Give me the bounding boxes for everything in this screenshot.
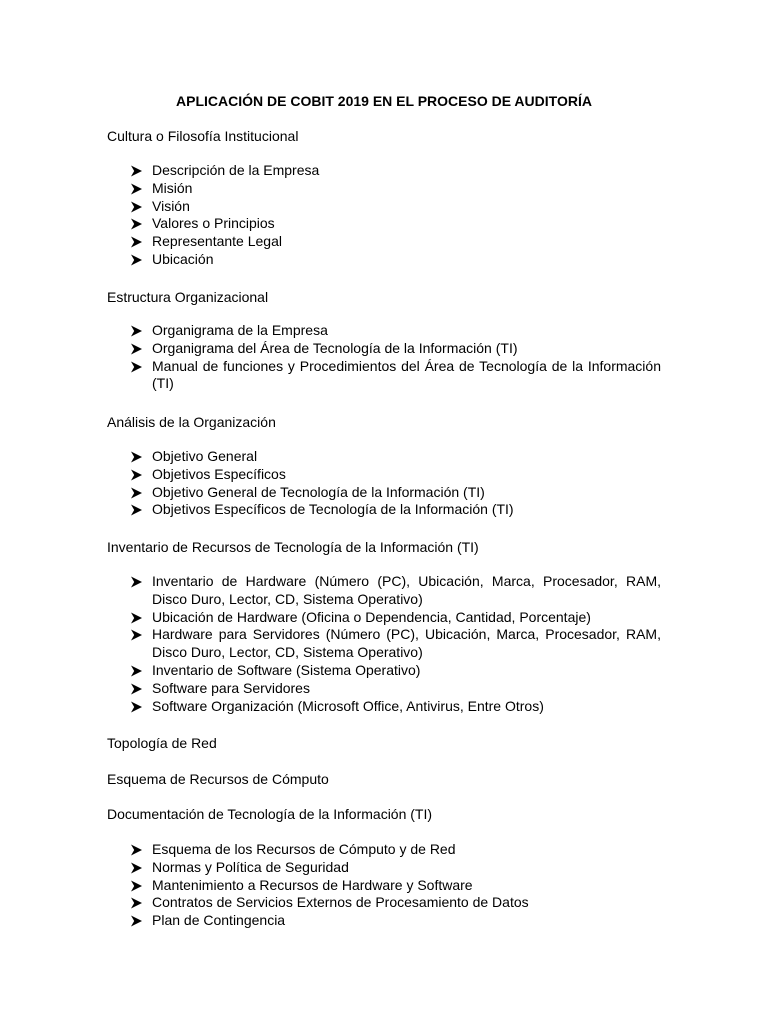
- arrowhead-bullet-icon: [130, 629, 143, 641]
- arrowhead-bullet-icon: [130, 218, 143, 230]
- section-heading-topologia: Topología de Red: [107, 735, 217, 751]
- list-item: [130, 322, 661, 340]
- arrowhead-bullet-icon: [130, 576, 143, 588]
- list-item-text: Organigrama de la Empresa: [152, 322, 328, 338]
- list-item-text: Objetivo General de Tecnología de la Información (TI): [152, 483, 485, 500]
- arrowhead-bullet-icon: [130, 915, 143, 927]
- list-item: [130, 662, 661, 680]
- section-list-analisis: [130, 448, 661, 519]
- arrowhead-bullet-icon: [130, 862, 143, 874]
- list-item-text: Representante Legal: [152, 233, 282, 250]
- list-item: [130, 251, 661, 269]
- list-item-text: Objetivos Específicos: [152, 465, 286, 482]
- arrowhead-bullet-icon: [130, 701, 143, 713]
- arrowhead-bullet-icon: [130, 201, 143, 213]
- arrowhead-bullet-icon: [130, 236, 143, 248]
- list-item: [130, 215, 661, 233]
- section-list-inventario: [130, 573, 661, 715]
- arrowhead-bullet-icon: [130, 361, 143, 373]
- list-item-text: Visión: [152, 197, 190, 214]
- list-item-text: Software para Servidores: [152, 679, 310, 696]
- list-item-text: Software Organización (Microsoft Office, Antivirus, Entre Otros): [152, 697, 544, 714]
- section-list-documentacion: [130, 841, 661, 930]
- list-item: [130, 698, 661, 716]
- list-item: [130, 859, 661, 877]
- section-heading-analisis: Análisis de la Organización: [107, 414, 276, 430]
- arrowhead-bullet-icon: [130, 254, 143, 266]
- list-item: [130, 340, 661, 358]
- list-item: [130, 448, 661, 466]
- list-item-text: Objetivo General: [152, 448, 258, 464]
- list-item-text: Plan de Contingencia: [152, 912, 286, 929]
- list-item: [130, 180, 661, 198]
- arrowhead-bullet-icon: [130, 612, 143, 624]
- list-item-text: Misión: [152, 179, 193, 196]
- list-item: [130, 233, 661, 251]
- list-item: [130, 162, 661, 180]
- list-item: [130, 358, 661, 394]
- list-item: [130, 841, 661, 859]
- list-item-text: Ubicación de Hardware (Oficina o Dependencia, Cantidad, Porcentaje): [152, 608, 591, 625]
- arrowhead-bullet-icon: [130, 325, 143, 337]
- arrowhead-bullet-icon: [130, 165, 143, 177]
- arrowhead-bullet-icon: [130, 487, 143, 499]
- arrowhead-bullet-icon: [130, 844, 143, 856]
- list-item: [130, 626, 661, 662]
- list-item-text: Mantenimiento a Recursos de Hardware y Software: [152, 876, 473, 893]
- section-heading-inventario: Inventario de Recursos de Tecnología de la Información (TI): [107, 539, 479, 555]
- list-item: [130, 573, 661, 609]
- list-item-text: Contratos de Servicios Externos de Procesamiento de Datos: [152, 894, 529, 911]
- section-list-cultura: [130, 162, 661, 269]
- list-item-text: Organigrama del Área de Tecnología de la Información (TI): [152, 339, 518, 356]
- list-item-text: Inventario de Software (Sistema Operativo): [152, 661, 421, 678]
- list-item-text: Hardware para Servidores (Número (PC), Ubicación, Marca, Procesador, RAM, Disco Duro, Lector, CD, Sistema Operativo): [152, 626, 661, 661]
- document-title: APLICACIÓN DE COBIT 2019 EN EL PROCESO DE AUDITORÍA: [176, 93, 592, 109]
- list-item-text: Normas y Política de Seguridad: [152, 858, 349, 875]
- list-item: [130, 466, 661, 484]
- arrowhead-bullet-icon: [130, 469, 143, 481]
- list-item: [130, 484, 661, 502]
- arrowhead-bullet-icon: [130, 665, 143, 677]
- list-item-text: Objetivos Específicos de Tecnología de la Información (TI): [152, 501, 514, 518]
- list-item: [130, 501, 661, 519]
- arrowhead-bullet-icon: [130, 183, 143, 195]
- arrowhead-bullet-icon: [130, 343, 143, 355]
- list-item: [130, 877, 661, 895]
- arrowhead-bullet-icon: [130, 683, 143, 695]
- list-item: [130, 894, 661, 912]
- list-item-text: Descripción de la Empresa: [152, 162, 320, 178]
- arrowhead-bullet-icon: [130, 504, 143, 516]
- list-item: [130, 912, 661, 930]
- section-heading-estructura: Estructura Organizacional: [107, 289, 269, 305]
- list-item-text: Esquema de los Recursos de Cómputo y de Red: [152, 841, 456, 857]
- section-heading-documentacion: Documentación de Tecnología de la Información (TI): [107, 806, 433, 822]
- arrowhead-bullet-icon: [130, 880, 143, 892]
- list-item-text: Inventario de Hardware (Número (PC), Ubicación, Marca, Procesador, RAM, Disco Duro, Lector, CD, Sistema Operativo): [152, 573, 661, 607]
- list-item-text: Valores o Principios: [152, 215, 275, 232]
- list-item: [130, 198, 661, 216]
- section-list-estructura: [130, 322, 661, 393]
- list-item: [130, 680, 661, 698]
- section-heading-cultura: Cultura o Filosofía Institucional: [107, 128, 299, 144]
- list-item-text: Ubicación: [152, 250, 214, 267]
- arrowhead-bullet-icon: [130, 897, 143, 909]
- list-item: [130, 609, 661, 627]
- list-item-text: Manual de funciones y Procedimientos del Área de Tecnología de la Información (TI): [152, 357, 661, 392]
- section-heading-esquema: Esquema de Recursos de Cómputo: [107, 771, 329, 787]
- arrowhead-bullet-icon: [130, 451, 143, 463]
